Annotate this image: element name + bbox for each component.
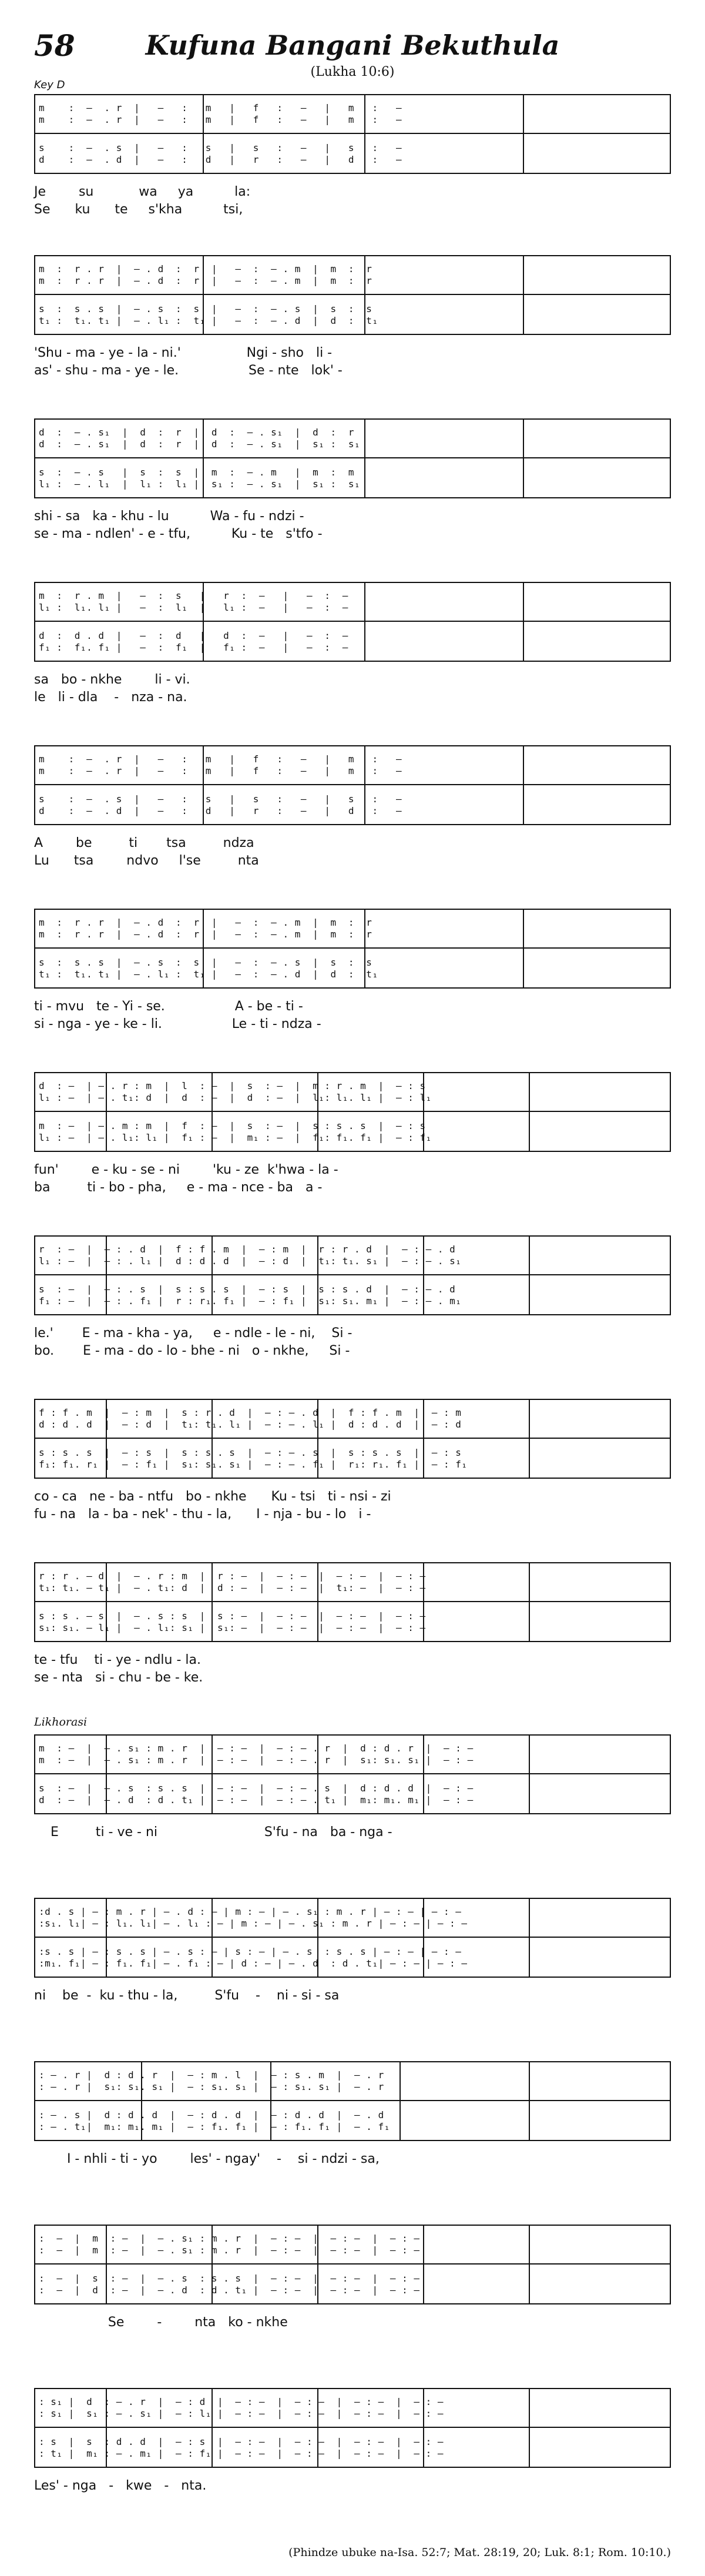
solfa-line: m : — | – . s₁ : m . r | — : — | — : – . r | s₁: s₁. s₁ | — : —: [39, 1754, 474, 1766]
lyric-line: Se - nta ko - nkhe: [34, 2315, 288, 2330]
solfa-line: m : – . r | — : m | f : — | m : —: [39, 102, 402, 113]
solfa-line: d : — | – . d : d . t₁ | — : — | — : – . t₁ | m₁: m₁. m₁ | — : —: [39, 1794, 474, 1805]
lyric-line: sa bo - nkhe li - vi.: [34, 672, 190, 687]
solfa-line: m : — | – . s₁ : m . r | — : — | — : – . r | d : d . r | — : —: [39, 1743, 474, 1754]
lyrics-3: [34, 508, 671, 543]
voice-divider: [35, 1773, 670, 1774]
lyrics-1: [34, 183, 671, 219]
lyrics-15: [34, 2477, 671, 2495]
lyric-line: te - tfu ti - ye - ndlu - la.: [34, 1653, 201, 1667]
solfa-line: : t₁ | m₁ : – . m₁ | — : f₁ | — : — | — : — | — : — | — : —: [39, 2448, 444, 2459]
lower-voices: [39, 142, 666, 166]
lyric-line: ti - mvu te - Yi - se. A - be - ti -: [34, 999, 303, 1014]
solfa-line: t₁ : t₁. t₁ | – . l₁ : t₁ | — : – . d | d : t₁: [39, 969, 378, 980]
solfa-line: m : r . r | – . d : r | — : – . m | m : r: [39, 275, 372, 286]
lower-voices: [39, 303, 666, 327]
lyrics-7: [34, 1161, 671, 1197]
solfa-line: r : r . – d | – . r : m | r : — | — : — | — : — | — : —: [39, 1570, 426, 1582]
solfa-line: m : – . r | — : m | f : — | m : —: [39, 765, 402, 776]
lyric-line: si - nga - ye - ke - li. Le - ti - ndza -: [34, 1017, 321, 1031]
solfa-line: : – . s | d : d . d | — : d . d | — : d . d | – . d: [39, 2109, 384, 2121]
solfa-line: f₁ : f₁. f₁ | — : f₁ | f₁ : — | — : —: [39, 642, 348, 653]
solfa-line: l₁ : — | – . l₁: l₁ | f₁ : — | m₁ : — | f₁: f₁. f₁ | — : f₁: [39, 1132, 432, 1143]
music-system-10: [34, 1562, 671, 1642]
music-system-15: [34, 2388, 671, 2468]
voice-divider: [35, 784, 670, 785]
solfa-line: t₁: t₁. – t₁ | – . t₁: d | d : — | — : — | t₁: — | — : —: [39, 1582, 426, 1593]
upper-voices: [39, 1906, 666, 1930]
voice-divider: [35, 1937, 670, 1938]
lyric-line: E ti - ve - ni S'fu - na ba - nga -: [34, 1825, 392, 1840]
solfa-line: : — | m : — | – . s₁ : m . r | — : — | — : — | — : —: [39, 2245, 420, 2256]
solfa-line: m : r . r | – . d : r | — : – . m | m : r: [39, 917, 372, 928]
solfa-line: :s₁. l₁| — : l₁. l₁| – . l₁ : — | m : — | – . s₁ : m . r | — : — | — : —: [39, 1918, 468, 1929]
lyrics-13: [34, 2150, 671, 2168]
solfa-line: s : s . – s | – . s : s | s : — | — : — | — : — | — : —: [39, 1610, 426, 1622]
solfa-line: d : – . d | — : d | r : — | d : —: [39, 805, 402, 816]
solfa-line: : – . r | d : d . r | — : m . l | — : s . m | – . r: [39, 2069, 384, 2081]
upper-voices: [39, 2233, 666, 2256]
lower-voices: [39, 2273, 666, 2296]
solfa-line: l₁ : — | — : . l₁ | d : d . d | — : d | t₁: t₁. s₁ | — : – . s₁: [39, 1255, 462, 1267]
lyric-line: Se ku te s'kha tsi,: [34, 202, 243, 217]
solfa-line: : — | m : — | – . s₁ : m . r | — : — | — : — | — : —: [39, 2233, 420, 2244]
voice-divider: [35, 621, 670, 622]
lyric-line: Les' - nga - kwe - nta.: [34, 2478, 207, 2493]
solfa-line: : — | d : — | – . d : d . t₁ | — : — | — : — | — : —: [39, 2284, 420, 2296]
upper-voices: [39, 1743, 666, 1766]
lyric-line: shi - sa ka - khu - lu Wa - fu - ndzi -: [34, 509, 304, 524]
chorus-label: Likhorasi: [34, 1716, 88, 1729]
solfa-line: : – . r | s₁: s₁. s₁ | — : s₁. s₁ | — : s₁. s₁ | – . r: [39, 2081, 384, 2092]
music-system-1: [34, 94, 671, 174]
lyrics-6: [34, 998, 671, 1033]
solfa-line: s : s . s | — : s | s : s . s | — : – . s | s : s . s | — : s: [39, 1447, 462, 1458]
solfa-line: s : — | – . s : s . s | — : — | — : – . s | d : d . d | — : —: [39, 1783, 474, 1794]
voice-divider: [35, 1274, 670, 1275]
solfa-line: s : – . s | — : s | s : — | s : —: [39, 793, 402, 805]
solfa-line: f₁: f₁. r₁ | — : f₁ | s₁: s₁. s₁ | — : – . f₁ | r₁: r₁. f₁ | — : f₁: [39, 1459, 468, 1470]
solfa-line: : s | s : d . d | — : s | — : — | — : — | — : — | — : —: [39, 2436, 444, 2447]
upper-voices: [39, 102, 666, 126]
solfa-line: m : r . r | – . d : r | — : – . m | m : r: [39, 263, 372, 274]
lower-voices: [39, 793, 666, 817]
solfa-line: d : – . s₁ | d : r | d : – . s₁ | s₁ : s₁: [39, 438, 361, 450]
solfa-line: : s₁ | s₁ : – . s₁ | — : l₁ | — : — | — : — | — : — | — : —: [39, 2408, 444, 2419]
lower-voices: [39, 1447, 666, 1470]
lower-voices: [39, 1120, 666, 1144]
voice-divider: [35, 1111, 670, 1112]
upper-voices: [39, 263, 666, 287]
upper-voices: [39, 753, 666, 777]
solfa-line: d : – . s₁ | d : r | d : – . s₁ | d : r: [39, 427, 355, 438]
lyric-line: Lu tsa ndvo l'se nta: [34, 853, 259, 868]
lyric-line: bo. E - ma - do - lo - bhe - ni o - nkhe, Si -: [34, 1344, 350, 1358]
voice-divider: [35, 947, 670, 949]
upper-voices: [39, 1244, 666, 1267]
solfa-line: l₁ : — | – . t₁: d | d : — | d : — | l₁: l₁. l₁ | — : l₁: [39, 1092, 432, 1103]
solfa-line: : – . t₁| m₁: m₁. m₁ | — : f₁. f₁ | — : f₁. f₁ | – . f₁: [39, 2121, 390, 2132]
lyric-line: A be ti tsa ndza: [34, 836, 254, 850]
music-system-3: [34, 418, 671, 498]
lyric-line: co - ca ne - ba - ntfu bo - nkhe Ku - tsi ti - nsi - zi: [34, 1489, 391, 1504]
solfa-line: s : — | — : . s | s : s . s | — : s | s : s . d | — : – . d: [39, 1284, 456, 1295]
lyrics-5: [34, 835, 671, 870]
solfa-line: m : — | – . m : m | f : — | s : — | s : s . s | — : s: [39, 1120, 426, 1131]
solfa-line: d : d . d | — : d | t₁: t₁. l₁ | — : – . l₁ | d : d . d | — : d: [39, 1419, 462, 1430]
music-system-11: [34, 1734, 671, 1814]
voice-divider: [35, 2263, 670, 2265]
upper-voices: [39, 2069, 666, 2093]
lyric-line: ba ti - bo - pha, e - ma - nce - ba a -: [34, 1180, 323, 1195]
lyrics-11: [34, 1824, 671, 1841]
music-system-4: [34, 582, 671, 662]
music-system-2: [34, 255, 671, 335]
music-system-7: [34, 1072, 671, 1152]
lyric-line: le li - dla - nza - na.: [34, 690, 187, 705]
lower-voices: [39, 2436, 666, 2460]
lower-voices: [39, 1783, 666, 1806]
lyrics-8: [34, 1325, 671, 1360]
lyrics-2: [34, 344, 671, 380]
lyrics-9: [34, 1488, 671, 1523]
lyric-line: se - ma - ndlen' - e - tfu, Ku - te s'tfo -: [34, 527, 323, 541]
lyric-line: le.' E - ma - kha - ya, e - ndle - le - ni, Si -: [34, 1326, 352, 1341]
voice-divider: [35, 1438, 670, 1439]
upper-voices: [39, 1407, 666, 1431]
solfa-line: m : r . r | – . d : r | — : – . m | m : r: [39, 929, 372, 940]
lyric-line: as' - shu - ma - ye - le. Se - nte lok' -: [34, 363, 343, 378]
lyric-line: 'Shu - ma - ye - la - ni.' Ngi - sho li -: [34, 346, 333, 360]
lyrics-14: [34, 2314, 671, 2332]
footer-reference: (Phindze ubuke na-Isa. 52:7; Mat. 28:19, 20; Luk. 8:1; Rom. 10:10.): [288, 2546, 671, 2559]
music-system-13: [34, 2061, 671, 2141]
music-system-14: [34, 2225, 671, 2304]
solfa-line: r : — | — : . d | f : f . m | — : m | r : r . d | — : – . d: [39, 1244, 456, 1255]
solfa-line: s : – . s | — : s | s : — | s : —: [39, 142, 402, 153]
hymn-title: Kufuna Bangani Bekuthula: [145, 29, 560, 61]
voice-divider: [35, 133, 670, 134]
music-system-5: [34, 745, 671, 825]
solfa-line: :m₁. f₁| — : f₁. f₁| – . f₁ : — | d : — | – . d : d . t₁| — : — | — : —: [39, 1958, 468, 1969]
music-system-9: [34, 1399, 671, 1479]
solfa-line: s : s . s | – . s : s | — : – . s | s : s: [39, 957, 372, 968]
solfa-line: f : f . m | — : m | s : r . d | — : – . d | f : f . m | — : m: [39, 1407, 462, 1418]
music-system-8: [34, 1235, 671, 1315]
lyrics-12: [34, 1987, 671, 2005]
voice-divider: [35, 1601, 670, 1602]
key-signature: Key D: [34, 79, 65, 91]
upper-voices: [39, 917, 666, 940]
lyrics-4: [34, 671, 671, 706]
voice-divider: [35, 2427, 670, 2428]
solfa-line: l₁ : l₁. l₁ | — : l₁ | l₁ : — | — : —: [39, 602, 348, 613]
lyric-line: se - nta si - chu - be - ke.: [34, 1670, 203, 1685]
music-system-6: [34, 909, 671, 989]
solfa-line: :d . s | — : m . r | – . d : — | m : — | – . s₁ : m . r | — : — | — : —: [39, 1906, 462, 1917]
solfa-line: m : – . r | — : m | f : — | m : —: [39, 753, 402, 765]
solfa-line: l₁ : – . l₁ | l₁ : l₁ | s₁ : – . s₁ | s₁ : s₁: [39, 478, 361, 490]
solfa-line: s : – . s | s : s | m : – . m | m : m: [39, 467, 355, 478]
hymn-number: 58: [34, 28, 75, 63]
solfa-line: : s₁ | d : – . r | — : d | — : — | — : — | — : — | — : —: [39, 2396, 444, 2407]
solfa-line: f₁ : — | — : . f₁ | r : r₁. f₁ | — : f₁ | s₁: s₁. m₁ | — : – . m₁: [39, 1295, 462, 1307]
music-system-12: [34, 1898, 671, 1978]
solfa-line: t₁ : t₁. t₁ | – . l₁ : t₁ | — : – . d | d : t₁: [39, 315, 378, 326]
lyric-line: Je su wa ya la:: [34, 185, 251, 199]
voice-divider: [35, 294, 670, 295]
solfa-line: d : – . d | — : d | r : — | d : —: [39, 154, 402, 165]
solfa-line: d : — | – . r : m | l : — | s : — | m : r . m | — : s: [39, 1080, 426, 1091]
voice-divider: [35, 457, 670, 458]
lyric-line: fu - na la - ba - nek' - thu - la, I - nja - bu - lo i -: [34, 1507, 371, 1522]
lower-voices: [39, 1284, 666, 1307]
lower-voices: [39, 1610, 666, 1634]
upper-voices: [39, 590, 666, 614]
upper-voices: [39, 2396, 666, 2420]
solfa-line: d : d . d | — : d | d : — | — : —: [39, 630, 348, 641]
solfa-line: m : r . m | — : s | r : — | — : —: [39, 590, 348, 601]
lyric-line: fun' e - ku - se - ni 'ku - ze k'hwa - la -: [34, 1163, 338, 1177]
upper-voices: [39, 427, 666, 450]
lyric-line: I - nhli - ti - yo les' - ngay' - si - ndzi - sa,: [34, 2152, 380, 2166]
lower-voices: [39, 467, 666, 490]
solfa-line: s : s . s | – . s : s | — : – . s | s : s: [39, 303, 372, 314]
upper-voices: [39, 1570, 666, 1594]
lyric-line: ni be - ku - thu - la, S'fu - ni - si - sa: [34, 1988, 340, 2003]
solfa-line: :s . s | — : s . s | – . s : — | s : — | – . s : s . s | — : — | — : —: [39, 1946, 462, 1957]
solfa-line: m : – . r | — : m | f : — | m : —: [39, 114, 402, 125]
solfa-line: : — | s : — | – . s : s . s | — : — | — : — | — : —: [39, 2273, 420, 2284]
solfa-line: s₁: s₁. – l₁ | – . l₁: s₁ | s₁: — | — : — | — : — | — : —: [39, 1622, 426, 1633]
lower-voices: [39, 957, 666, 980]
upper-voices: [39, 1080, 666, 1104]
lyrics-10: [34, 1652, 671, 1687]
lower-voices: [39, 2109, 666, 2133]
lower-voices: [39, 630, 666, 654]
voice-divider: [35, 2100, 670, 2101]
hymn-reference: (Lukha 10:6): [310, 65, 395, 79]
lower-voices: [39, 1946, 666, 1969]
